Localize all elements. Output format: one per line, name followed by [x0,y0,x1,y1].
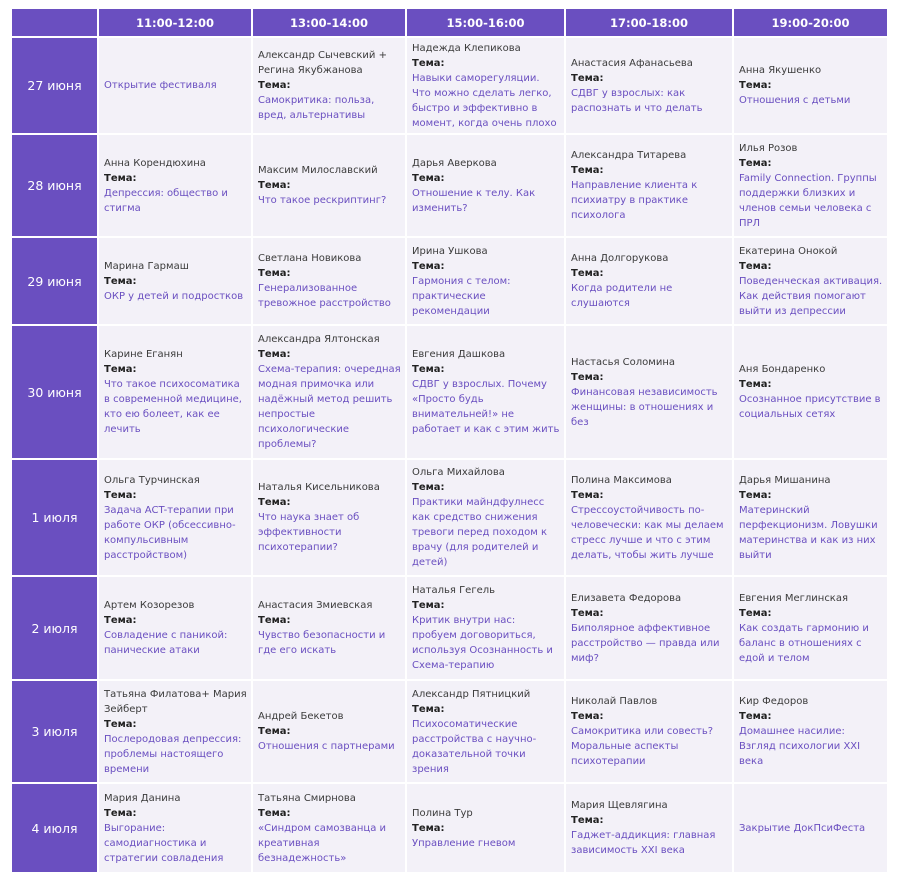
theme-label: Тема: [739,711,772,722]
speaker-name: Аня Бондаренко [739,364,826,375]
theme-label: Тема: [412,600,445,611]
session-topic: Отношения с партнерами [258,741,395,752]
speaker-name: Илья Розов [739,142,798,154]
speaker-name: Светлана Новикова [258,253,362,264]
session-topic: Открытие фестиваля [104,80,217,91]
session-cell [407,238,564,324]
speaker-name: Ольга Михайлова [412,467,505,478]
schedule-table [10,7,889,874]
schedule-row [12,38,887,133]
session-topic: Схема-терапия: очередная модная примочка или надёжный метод решить непростые психологические проблемы? [258,364,401,450]
session-cell [99,784,251,872]
session-cell [566,577,732,679]
speaker-name: Анастасия Афанасьева [571,57,693,69]
session-topic: Поведенческая активация. Как действия помогают выйти из депрессии [739,275,883,317]
session-topic: Гармония с телом: практические рекомендации [412,275,511,317]
speaker-name: Анна Якушенко [739,65,822,76]
session-cell [253,681,405,782]
header-row [12,9,887,36]
session-topic: Биполярное аффективное расстройство — правда или миф? [571,622,720,664]
speaker-name: Полина Максимова [571,474,672,486]
session-cell [253,784,405,872]
day-label: 4 июля [12,784,97,872]
schedule-row [12,577,887,679]
session-cell [253,38,405,133]
theme-label: Тема: [258,807,291,819]
session-cell [734,784,887,872]
speaker-name: Ольга Турчинская [104,474,200,486]
session-cell [253,135,405,236]
session-cell [407,681,564,782]
theme-label: Тема: [104,364,137,375]
theme-label: Тема: [258,180,291,191]
session-cell [407,577,564,679]
speaker-name: Татьяна Смирнова [258,792,356,804]
speaker-name: Максим Милославский [258,165,378,176]
schedule-row [12,238,887,324]
theme-label: Тема: [412,703,445,715]
session-cell [407,460,564,575]
theme-label: Тема: [258,268,291,279]
day-label: 30 июня [12,326,97,458]
session-cell [566,38,732,133]
session-topic: Выгорание: самодиагностика и стратегии совладения [104,822,224,864]
speaker-name: Карине Еганян [104,349,183,360]
theme-label: Тема: [739,489,772,501]
slot-header: 19:00-20:00 [734,9,887,36]
theme-label: Тема: [739,260,772,272]
session-cell [734,460,887,575]
session-topic: Материнский перфекционизм. Ловушки материнства и как из них выйти [739,504,878,561]
speaker-name: Анастасия Змиевская [258,600,373,611]
speaker-name: Елизавета Федорова [571,592,682,604]
theme-label: Тема: [571,711,604,722]
theme-label: Тема: [412,57,445,69]
theme-label: Тема: [412,482,445,493]
session-topic: Закрытие ДокПсиФеста [739,822,866,834]
schedule-row [12,784,887,872]
session-topic: Критик внутри нас: пробуем договориться, используя Осознанность и Схема-терапию [412,615,553,671]
slot-header: 13:00-14:00 [253,9,405,36]
theme-label: Тема: [739,607,772,619]
speaker-name: Анна Корендюхина [104,157,206,169]
day-label: 29 июня [12,238,97,324]
theme-label: Тема: [104,172,137,184]
theme-label: Тема: [104,807,137,819]
theme-label: Тема: [258,349,291,360]
day-label: 27 июня [12,38,97,133]
day-label: 3 июля [12,681,97,782]
schedule-wrapper [10,7,887,874]
session-cell [566,135,732,236]
session-topic: Самокритика: польза, вред, альтернативы [258,95,375,121]
session-topic: Что такое рескриптинг? [258,195,387,206]
slot-header: 17:00-18:00 [566,9,732,36]
speaker-name: Андрей Бекетов [258,711,344,722]
theme-label: Тема: [571,607,604,619]
speaker-name: Артем Козорезов [104,600,195,611]
schedule-row [12,135,887,236]
theme-label: Тема: [104,489,137,501]
speaker-name: Наталья Кисельникова [258,482,380,493]
session-topic: «Синдром самозванца и креативная безнадежность» [258,822,387,864]
session-topic: Стрессоустойчивость по-человечески: как мы делаем стресс лучше и что с этим делать, чтобы жить лучше [571,504,724,561]
schedule-row [12,681,887,782]
session-topic: Навыки саморегуляции. Что можно сделать легко, быстро и эффективно в момент, когда очень плохо [412,72,557,129]
session-topic: Депрессия: общество и стигма [104,187,228,214]
theme-label: Тема: [104,615,137,626]
speaker-name: Надежда Клепикова [412,42,521,54]
session-cell [734,135,887,236]
day-label: 28 июня [12,135,97,236]
session-cell [734,326,887,458]
session-cell [407,38,564,133]
theme-label: Тема: [571,72,604,84]
speaker-name: Дарья Мишанина [739,474,831,486]
speaker-name: Анна Долгорукова [571,253,669,264]
session-topic: Психосоматические расстройства с научно-доказательной точки зрения [412,718,537,775]
session-cell [407,135,564,236]
session-topic: Направление клиента к психиатру в практике психолога [571,180,698,221]
session-topic: Практики майндфулнесс как средство снижения тревоги перед походом к врачу (для родителей и детей) [412,497,548,568]
speaker-name: Александра Ялтонская [258,334,380,345]
session-topic: Когда родители не слушаются [571,283,673,309]
session-cell [566,784,732,872]
session-topic: Гаджет-аддикция: главная зависимость XXI века [571,830,716,856]
schedule-body [12,38,887,872]
session-cell [99,326,251,458]
session-topic: Что наука знает об эффективности психотерапии? [258,512,360,553]
theme-label: Тема: [571,815,604,826]
speaker-name: Наталья Гегель [412,585,496,596]
schedule-row [12,326,887,458]
speaker-name: Александр Пятницкий [412,688,531,700]
session-topic: Домашнее насилие: Взгляд психологии XXI века [739,726,861,767]
session-topic: Генерализованное тревожное расстройство [258,283,391,309]
session-cell [407,784,564,872]
session-cell [253,238,405,324]
header-corner [12,9,97,36]
session-topic: Управление гневом [412,837,516,849]
speaker-name: Марина Гармаш [104,260,189,272]
theme-label: Тема: [258,80,291,91]
session-cell [734,38,887,133]
session-cell [99,460,251,575]
session-topic: ОКР у детей и подростков [104,290,244,302]
slot-header: 11:00-12:00 [99,9,251,36]
session-topic: Отношения с детьми [739,95,851,106]
session-cell [734,681,887,782]
theme-label: Тема: [739,80,772,91]
theme-label: Тема: [412,260,445,272]
session-cell [99,238,251,324]
session-cell [566,460,732,575]
session-cell [99,135,251,236]
speaker-name: Екатерина Онокой [739,245,838,257]
theme-label: Тема: [258,615,291,626]
session-topic: Самокритика или совесть? Моральные аспекты психотерапии [571,726,714,767]
speaker-name: Александра Титарева [571,150,687,161]
session-topic: СДВГ у взрослых. Почему «Просто будь внимательней!» не работает и как с этим жить [412,379,560,435]
speaker-name: Настасья Соломина [571,356,676,368]
session-cell [566,326,732,458]
session-cell [566,238,732,324]
session-topic: Как создать гармонию и баланс в отношениях с едой и телом [739,622,869,664]
session-topic: Что такое психосоматика в современной медицине, кто ею болеет, как ее лечить [104,379,242,435]
speaker-name: Кир Федоров [739,696,809,707]
slot-header: 15:00-16:00 [407,9,564,36]
speaker-name: Мария Данина [104,792,181,804]
speaker-name: Татьяна Филатова+ Мария Зейберт [104,688,247,715]
theme-label: Тема: [412,364,445,375]
speaker-name: Полина Тур [412,807,473,819]
session-cell [99,577,251,679]
theme-label: Тема: [104,275,137,287]
theme-label: Тема: [739,379,772,390]
session-cell [253,460,405,575]
session-topic: Финансовая независимость женщины: в отношениях и без [571,386,718,428]
speaker-name: Евгения Дашкова [412,349,506,360]
speaker-name: Мария Щевлягина [571,800,668,811]
theme-label: Тема: [258,497,291,508]
day-label: 2 июля [12,577,97,679]
speaker-name: Александр Сычевский + Регина Якубжанова [258,50,387,76]
schedule-row [12,460,887,575]
speaker-name: Ирина Ушкова [412,245,488,257]
session-topic: СДВГ у взрослых: как распознать и что делать [571,87,703,114]
theme-label: Тема: [571,268,604,279]
theme-label: Тема: [571,371,604,383]
theme-label: Тема: [571,489,604,501]
session-cell [734,577,887,679]
session-cell [253,577,405,679]
session-cell [734,238,887,324]
day-label: 1 июля [12,460,97,575]
session-topic: Осознанное присутствие в социальных сетях [739,394,881,420]
theme-label: Тема: [258,726,291,737]
session-cell [407,326,564,458]
session-topic: Family Connection. Группы поддержки близких и членов семьи человека с ПРЛ [739,172,877,229]
session-cell [253,326,405,458]
session-cell [99,38,251,133]
theme-label: Тема: [412,822,445,834]
theme-label: Тема: [739,157,772,169]
speaker-name: Николай Павлов [571,696,658,707]
session-topic: Чувство безопасности и где его искать [258,630,386,656]
session-cell [99,681,251,782]
theme-label: Тема: [104,718,137,730]
session-topic: Отношение к телу. Как изменить? [412,187,536,214]
session-topic: Задача ACT-терапии при работе ОКР (обсессивно-компульсивным расстройством) [104,504,236,561]
speaker-name: Евгения Меглинская [739,592,848,604]
speaker-name: Дарья Аверкова [412,157,497,169]
theme-label: Тема: [571,165,604,176]
session-topic: Послеродовая депрессия: проблемы настоящего времени [104,733,242,775]
session-topic: Совладение с паникой: панические атаки [104,630,228,656]
session-cell [566,681,732,782]
theme-label: Тема: [412,172,445,184]
